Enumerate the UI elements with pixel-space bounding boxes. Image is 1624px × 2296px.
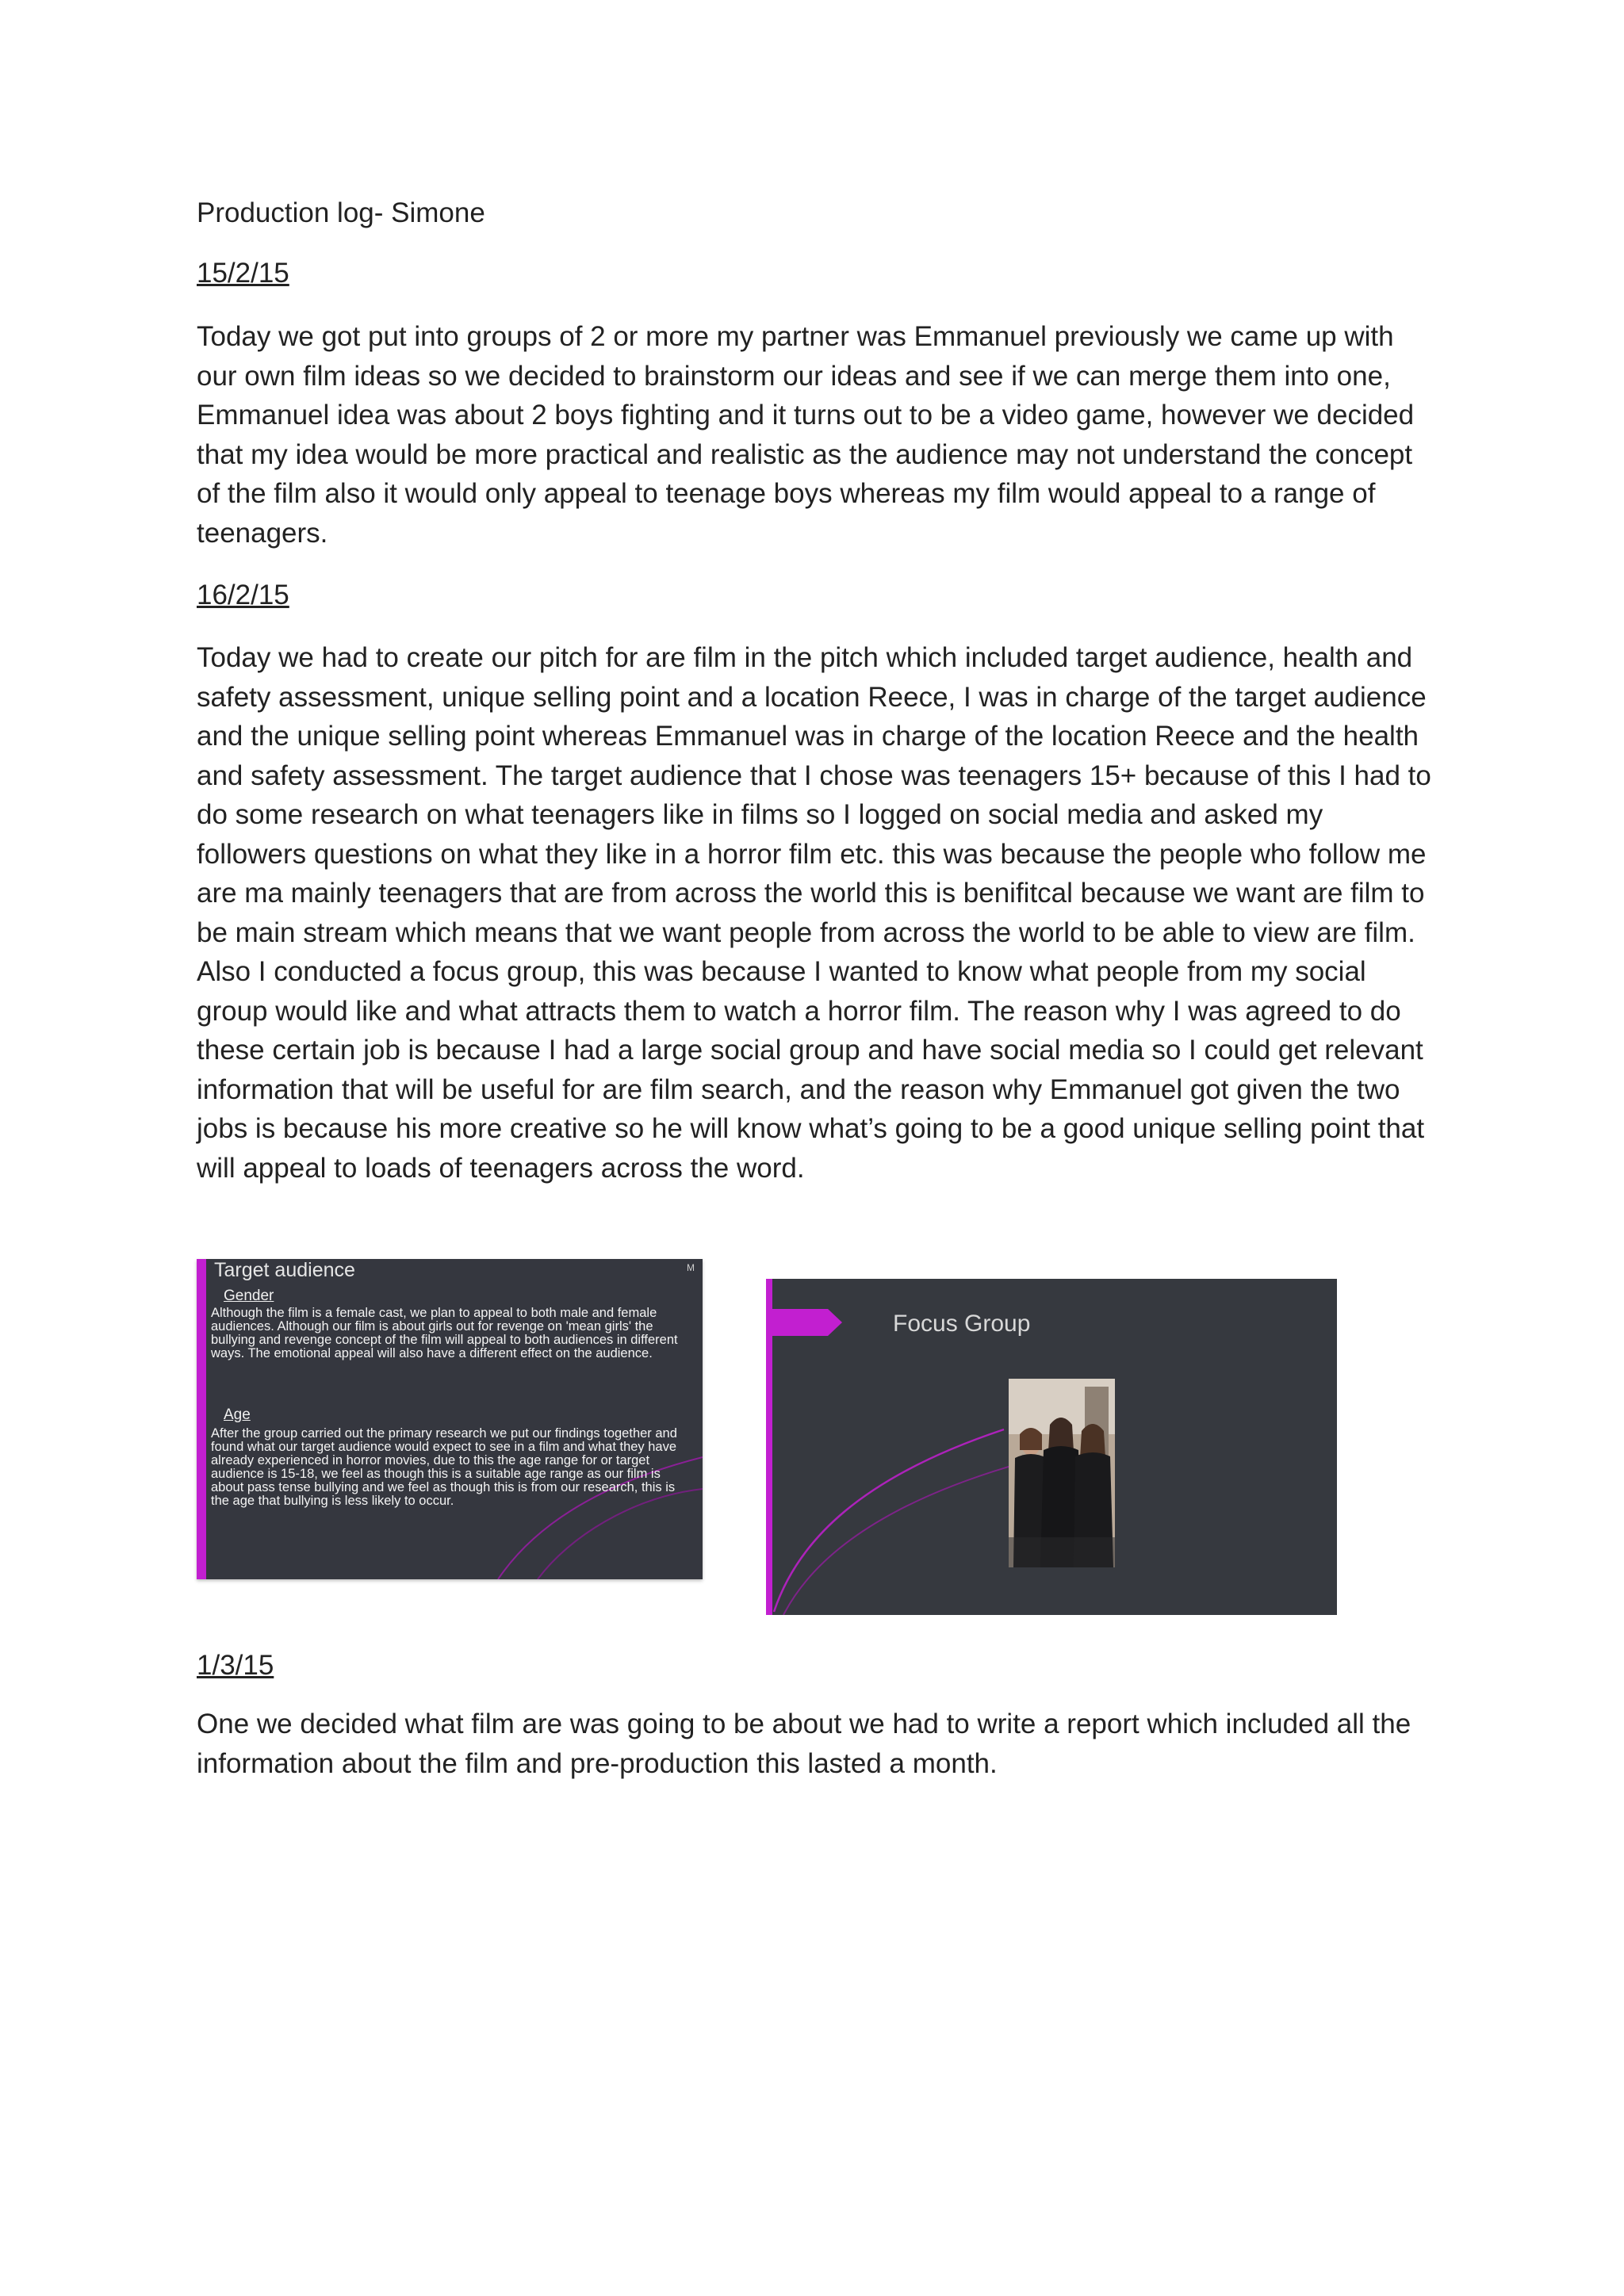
slide-heading-gender: Gender bbox=[224, 1288, 274, 1304]
entry-date: 15/2/15 bbox=[197, 258, 289, 289]
entry-paragraph: Today we got put into groups of 2 or more my partner was Emmanuel previously we came up with our own film ideas so we decided to brainstorm our ideas and see if we can merge them into one, Emmanuel idea was about 2 boys fighting and it turns out to be a video game, however we decided that my idea would be more practical and realistic as the audience may not understand the concept of the film also it would only appeal to teenage boys whereas my film would appeal to a range of teenagers. bbox=[197, 321, 1415, 549]
target-audience-slide bbox=[197, 1259, 703, 1579]
group-photo-image bbox=[1009, 1379, 1115, 1567]
slide-title: Focus Group bbox=[893, 1311, 1031, 1337]
document-title: Production log- Simone bbox=[197, 197, 485, 228]
slide-body-gender: Although the film is a female cast, we plan to appeal to both male and female audiences. Although our film is about girls out for revenge on 'mean girls' the bullying and revenge concept of the film will appeal to both audiences in different ways. The emotional appeal will also have a different effect on the audience. bbox=[211, 1306, 678, 1360]
focus-group-slide bbox=[766, 1279, 1337, 1615]
entry-paragraph: Today we had to create our pitch for are film in the pitch which included target audience, health and safety assessment, unique selling point and a location Reece, I was in charge of the target audience and the unique selling point whereas Emmanuel was in charge of the location Reece and the health and safety assessment. The target audience that I chose was teenagers 15+ because of this I had to do some research on what teenagers like in films so I logged on social media and asked my followers questions on what they like in a horror film etc. this was because the people who follow me are ma mainly teenagers that are from across the world this is benifitcal because we want are film to be main stream which means that we want people from across the world to be able to view are film. Also I conducted a focus group, this was because I wanted to know what people from my social group would like and what attracts them to watch a horror film. The reason why I was agreed to do these certain job is because I had a large social group and have social media so I could get relevant information that will be useful for are film search, and the reason why Emmanuel got given the two jobs is because his more creative so he will know what’s going to be a good unique selling point that will appeal to loads of teenagers across the word. bbox=[197, 642, 1431, 1184]
slide-body-age: After the group carried out the primary research we put our findings together and found what our target audience would expect to see in a film and what they have already experienced in horror movies, due to this the age range for or target audience is 15-18, we feel as though this is a suitable age range as our film is about pass tense bullying and we feel as though this is from our research, this is the age that bullying is less likely to occur. bbox=[211, 1426, 677, 1508]
slide-heading-age: Age bbox=[224, 1406, 251, 1423]
slide-title: Target audience bbox=[214, 1259, 355, 1281]
entry-paragraph: One we decided what film are was going to be about we had to write a report which included all the information about the film and pre-production this lasted a month. bbox=[197, 1709, 1411, 1779]
slide-corner-mark: M bbox=[687, 1262, 695, 1273]
entry-date: 1/3/15 bbox=[197, 1650, 274, 1681]
entry-date: 16/2/15 bbox=[197, 580, 289, 610]
